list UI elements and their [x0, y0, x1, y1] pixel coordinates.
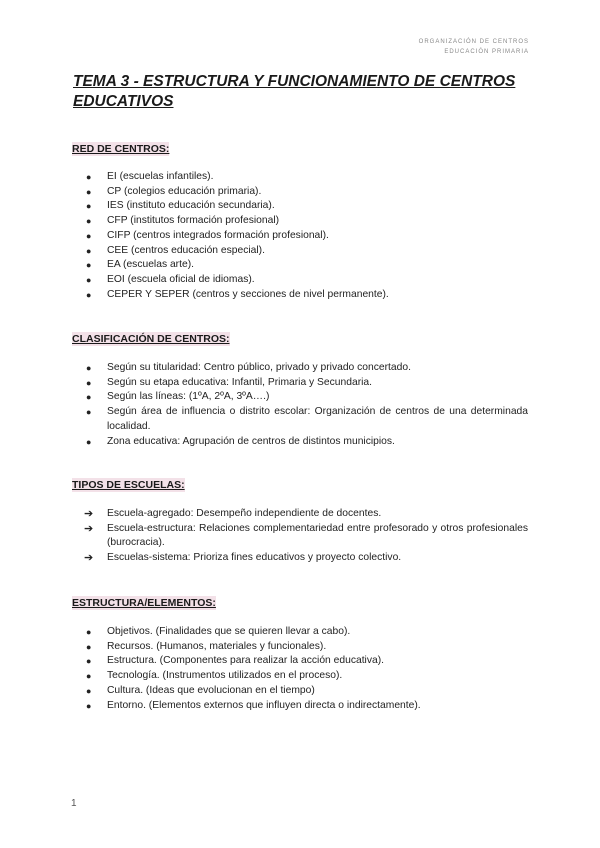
- list-item: ● Entorno. (Elementos externos que influyen directa o indirectamente).: [72, 699, 528, 714]
- list-item: ● CFP (institutos formación profesional): [72, 214, 528, 229]
- bullet-icon: ●: [86, 260, 92, 271]
- list-item: ● Según su titularidad: Centro público, privado y privado concertado.: [72, 361, 528, 376]
- bullet-icon: ●: [86, 230, 92, 241]
- list-item: ● Estructura. (Componentes para realizar la acción educativa).: [72, 654, 528, 669]
- list-item: ● CIFP (centros integrados formación profesional).: [72, 229, 528, 244]
- section-heading-red-centros: RED DE CENTROS:: [72, 143, 170, 155]
- section-heading-tipos-escuelas: TIPOS DE ESCUELAS:: [72, 479, 185, 491]
- header-line-course: ORGANIZACIÓN DE CENTROS: [418, 39, 529, 45]
- bullet-icon: ●: [86, 172, 92, 182]
- list-item: ● Según las líneas: (1ºA, 2ºA, 3ºA….): [72, 390, 528, 405]
- arrow-right-icon: ➔: [84, 552, 94, 565]
- section-heading-clasificacion: CLASIFICACIÓN DE CENTROS:: [72, 333, 230, 345]
- bullet-icon: ●: [86, 656, 92, 667]
- list-item: ● EI (escuelas infantiles).: [72, 170, 528, 185]
- list-item: ● CEE (centros educación especial).: [72, 244, 528, 259]
- section-list-clasificacion: [72, 361, 528, 449]
- header-line-level: EDUCACIÓN PRIMARIA: [444, 49, 529, 55]
- bullet-icon: ●: [86, 627, 92, 637]
- bullet-icon: ●: [86, 671, 92, 682]
- list-item: ➔ Escuela-agregado: Desempeño independiente de docentes.: [84, 508, 382, 520]
- bullet-icon: ●: [86, 216, 92, 227]
- bullet-icon: ●: [86, 363, 92, 373]
- bullet-icon: ●: [86, 289, 92, 300]
- list-item: ➔ Escuelas-sistema: Prioriza fines educativos y proyecto colectivo.: [84, 552, 402, 565]
- list-item: ➔ Escuela-estructura: Relaciones complementariedad entre profesorado y otros profesionales (burocracia).: [84, 522, 528, 549]
- bullet-icon: ●: [86, 407, 92, 418]
- section-list-estructura: [72, 625, 528, 713]
- bullet-icon: ●: [86, 274, 92, 285]
- list-item: ● Según su etapa educativa: Infantil, Primaria y Secundaria.: [72, 376, 528, 391]
- bullet-icon: ●: [86, 436, 92, 447]
- bullet-icon: ●: [86, 392, 92, 403]
- bullet-icon: ●: [86, 685, 92, 696]
- list-item: ● EOI (escuela oficial de idiomas).: [72, 273, 528, 288]
- list-item: ● Según área de influencia o distrito escolar: Organización de centros de una determinada localidad.: [86, 406, 528, 432]
- section-list-tipos-escuelas: [72, 507, 528, 566]
- section-heading-estructura: ESTRUCTURA/ELEMENTOS:: [72, 597, 216, 609]
- arrow-right-icon: ➔: [84, 522, 94, 535]
- list-item: ● Cultura. (Ideas que evolucionan en el tiempo): [72, 684, 528, 699]
- list-item: ● IES (instituto educación secundaria).: [72, 199, 528, 214]
- list-item: ● CEPER Y SEPER (centros y secciones de nivel permanente).: [72, 288, 528, 303]
- bullet-icon: ●: [86, 201, 92, 212]
- bullet-icon: ●: [86, 377, 92, 388]
- bullet-icon: ●: [86, 186, 92, 197]
- page-header: [419, 37, 529, 57]
- list-item: ● Objetivos. (Finalidades que se quieren llevar a cabo).: [72, 625, 528, 640]
- bullet-icon: ●: [86, 700, 92, 711]
- list-item: ● CP (colegios educación primaria).: [72, 185, 528, 200]
- list-item: ● Recursos. (Humanos, materiales y funcionales).: [72, 640, 528, 655]
- document-title: TEMA 3 - ESTRUCTURA Y FUNCIONAMIENTO DE CENTROS EDUCATIVOS: [73, 73, 516, 110]
- list-item: ● Zona educativa: Agrupación de centros de distintos municipios.: [72, 435, 528, 450]
- bullet-icon: ●: [86, 245, 92, 256]
- list-item: ● Tecnología. (Instrumentos utilizados en el proceso).: [72, 669, 528, 684]
- arrow-right-icon: ➔: [84, 508, 94, 520]
- list-item: ● EA (escuelas arte).: [72, 258, 528, 273]
- section-list-red-centros: [72, 170, 528, 302]
- bullet-icon: ●: [86, 641, 92, 652]
- page-number: 1: [71, 798, 77, 809]
